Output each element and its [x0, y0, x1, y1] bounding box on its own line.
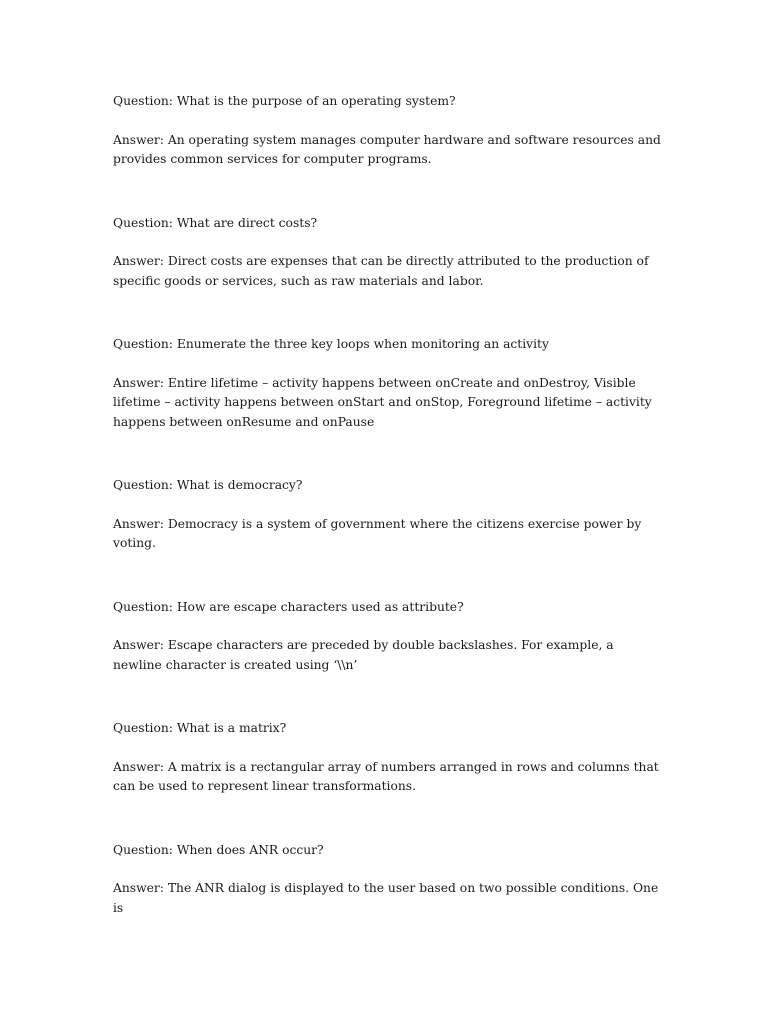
qa-item: [113, 476, 661, 554]
question-text: Question: What is the purpose of an operating system?: [113, 94, 456, 108]
question-text: Question: How are escape characters used as attribute?: [113, 599, 464, 614]
qa-item: [113, 92, 661, 170]
answer-text: Answer: The ANR dialog is displayed to the user based on two possible conditions. One is: [113, 881, 659, 915]
question-text: Question: What is democracy?: [113, 478, 303, 492]
question-text: Question: What are direct costs?: [113, 215, 318, 230]
answer-text: Answer: A matrix is a rectangular array of numbers arranged in rows and columns that can be used to represent linear transformations.: [113, 759, 659, 793]
answer-text: Answer: An operating system manages computer hardware and software resources and provides common services for computer programs.: [113, 132, 661, 166]
answer-text: Answer: Democracy is a system of government where the citizens exercise power by voting.: [113, 516, 642, 550]
qa-item: [113, 841, 661, 919]
answer-text: Answer: Escape characters are preceded by double backslashes. For example, a newline character is created using ‘\\n’: [113, 638, 614, 672]
answer-text: Answer: Direct costs are expenses that can be directly attributed to the production of specific goods or services, such as raw materials and labor.: [113, 254, 649, 288]
question-text: Question: Enumerate the three key loops when monitoring an activity: [113, 337, 549, 351]
question-text: Question: What is a matrix?: [113, 721, 287, 735]
qa-item: [113, 335, 661, 432]
qa-item: [113, 719, 661, 797]
qa-item: [113, 598, 661, 676]
question-text: Question: When does ANR occur?: [113, 842, 324, 857]
answer-text: Answer: Entire lifetime – activity happens between onCreate and onDestroy, Visible lifetime – activity happens between onStart and onStop, Foreground lifetime – activity happens between onResume and onPause: [113, 375, 652, 429]
document-body: [113, 92, 661, 962]
qa-item: [113, 214, 661, 292]
